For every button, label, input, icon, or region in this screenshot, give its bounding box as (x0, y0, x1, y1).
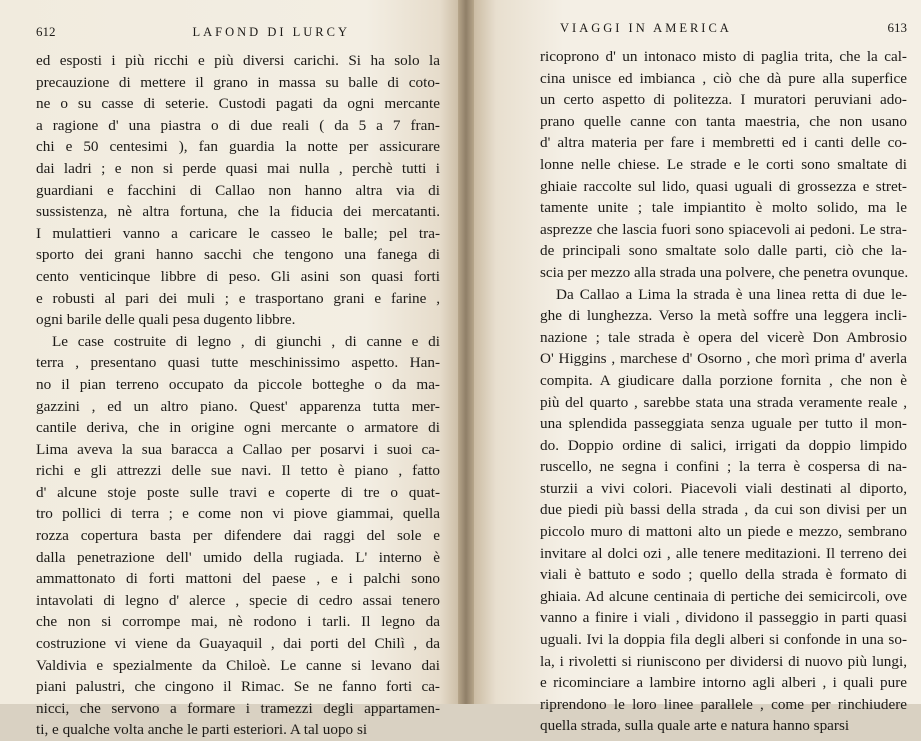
text-line: ruscello, ne segna i confini ; la terra è cospersa di na- (540, 458, 907, 476)
text-line: lonne nelle chiese. Le strade e le corti sono smaltate di (540, 155, 907, 173)
text-line: guardiani e facchini di Callao non hanno altra via di (36, 181, 440, 199)
text-line: ammattonato di forti mattoni del paese , e i palchi sono (36, 570, 440, 588)
text-line: Le case costruite di legno , di giunchi , di canne e di (52, 332, 440, 350)
right-page (474, 0, 921, 735)
text-line: una splendida passeggiata senza uguale per tutto il mon- (540, 415, 907, 433)
text-line: Valdivia e spezialmente da Chiloè. Le canne si levano dai (36, 656, 440, 674)
text-line: gazzini , ed un altro piano. Quest' apparenza tutta mer- (36, 397, 440, 415)
text-line: viali è battuto e sodo ; quello della strada è formato di (540, 566, 907, 584)
right-page-header (540, 20, 907, 36)
text-line: che non si corrompe mai, nè rodono i tarli. Il legno da (36, 613, 440, 631)
text-line: due piedi più bassi della strada , da cui son divisi per un (540, 501, 907, 519)
text-line: Lima aveva la sua baracca a Callao per posarvi i suoi ca- (36, 440, 440, 458)
text-line: O' Higgins , marchese d' Osorno , che morì prima d' averla (540, 350, 907, 368)
text-line: nicci, che servono a formare i tramezzi degli appartamen- (36, 699, 440, 717)
left-page-header (36, 24, 440, 40)
text-line: no il pian terreno occupato da piccole botteghe o da ma- (36, 375, 440, 393)
text-line: piccolo muro di mattoni alto un piede e mezzo, sembrano (540, 523, 907, 541)
text-line: ed esposti i più ricchi e più diversi carichi. Si ha solo la (36, 52, 440, 69)
text-line: un certo aspetto di politezza. I muratori peruviani ado- (540, 91, 907, 109)
text-line: nazione ; tale strada è opera del vicerè Don Ambrosio (540, 328, 907, 346)
text-line: uguali. Ivi la doppia fila degli alberi si confonde in una so- (540, 631, 907, 649)
left-page (0, 0, 458, 739)
text-line: ghe di lunghezza. Verso la metà soffre una leggera incli- (540, 307, 907, 325)
text-line: precauzione di mettere il grano in massa su balle di coto- (36, 73, 440, 91)
text-line: cento venticinque libbre di peso. Gli asini son quasi forti (36, 267, 440, 285)
text-line: dalla penetrazione dell' umido della rugiada. L' interno è (36, 548, 440, 566)
text-line: piani palustri, che cingono il Rimac. Se ne fanno forti ca- (36, 678, 440, 696)
left-page-body (36, 50, 440, 741)
text-line: chi e 50 centesimi ), fan guardia la notte per assicurare (36, 138, 440, 156)
text-line: prano quelle canne con tanta maestria, che non usano (540, 112, 907, 130)
text-line: tro pollici di terra ; e come non vi piove giammai, quella (36, 505, 440, 523)
text-line: I mulattieri vanno a caricare le casseo le balle; pel tra- (36, 224, 440, 242)
text-line: invitare al dolci ozi , alle tenere meditazioni. Il terreno dei (540, 544, 907, 562)
text-line: quella strada, sulla quale arte e natura hanno sparsi (540, 717, 850, 735)
text-line: d' alcune stoje poste sulle travi e coperte di tre o quat- (36, 483, 440, 501)
text-line: scia per mezzo alla strada una polvere, che penetra ovunque. (540, 263, 909, 281)
text-line: e ricominciare a lambire intorno agli alberi , i quali pure (540, 674, 907, 692)
text-line: asprezze che lascia fuori sono spiacevoli ai pedoni. Le stra- (540, 220, 907, 238)
book-gutter (458, 0, 474, 704)
text-line: sturzii a vivi colori. Piacevoli viali destinati al diporto, (540, 479, 907, 497)
left-page-number: 612 (36, 24, 56, 39)
text-line: ghiaia. Ad alcune centinaia di pertiche dei semicircoli, ove (540, 587, 907, 605)
text-line: ti, e qualche volta anche le parti esteriori. A tal uopo si (36, 721, 368, 739)
text-line: ghiaie raccolte sul lido, quasi uguali di grossezza e stret- (540, 177, 907, 195)
text-line: tamente unite ; tale impiantito è molto solido, ma le (540, 199, 907, 217)
text-line: ogni barile delle quali pesa dugento libbre. (36, 311, 296, 329)
right-page-body (540, 46, 907, 737)
text-line: a ragione d' una piastra o di due reali ( da 5 a 7 fran- (36, 116, 440, 134)
text-line: più del quarto , sarebbe stata una strada veramente reale , (540, 393, 907, 411)
text-line: riprendono le loro linee parallele , come per rinchiudere (540, 695, 907, 713)
text-line: costruzione vi viene da Guayaquil , dai porti del Chilì , da (36, 635, 440, 653)
text-line: sussistenza, nè altra fortuna, che la fiducia dei mercatanti. (36, 203, 440, 221)
text-line: dai ladri ; e non si perde quasi mai nulla , perchè tutti i (36, 159, 440, 177)
text-line: cantile deriva, che in origine ogni mercante o armatore di (36, 419, 440, 437)
text-line: rozza copertura basta per difendere dai raggi del sole e (36, 527, 440, 545)
left-running-title: LAFOND DI LURCY (192, 25, 350, 39)
right-page-number: 613 (887, 20, 907, 35)
text-line: vanno a finire i viali , dividono il passeggio in parti quasi (540, 609, 907, 627)
text-line: cina unisce ed imbianca , ciò che dà pure alla superfice (540, 69, 907, 87)
text-line: la, i rivoletti si riuniscono per dividersi di nuovo più lungi, (540, 652, 907, 670)
text-line: ricoprono d' un intonaco misto di paglia trita, che la cal- (540, 48, 907, 65)
text-line: ne o su casse di seterie. Custodi pagati da ogni mercante (36, 95, 440, 113)
text-line: de principali sono smaltate solo dalle parti, ciò che la- (540, 242, 907, 260)
text-line: e robusti al pari dei muli ; e trasportano grani e farine , (36, 289, 440, 307)
text-line: do. Doppio ordine di salici, irrigati da doppio limpido (540, 436, 907, 454)
text-line: richi e gli attrezzi delle sue navi. Il tetto è piano , fatto (36, 462, 440, 480)
text-line: compita. A giudicare dalla porzione fornita , che non è (540, 371, 907, 389)
text-line: terra , presentano quasi tutte meschinissimo aspetto. Han- (36, 354, 440, 372)
text-line: d' altra materia per fare i membretti ed i canti delle co- (540, 134, 907, 152)
text-line: sporto dei grani hanno sacchi che tengono una fanega di (36, 246, 440, 264)
text-line: Da Callao a Lima la strada è una linea retta di due le- (556, 285, 907, 303)
text-line: intavolati di legno d' alerce , specie di cedro assai tenero (36, 591, 440, 609)
right-running-title: VIAGGI IN AMERICA (560, 21, 732, 35)
